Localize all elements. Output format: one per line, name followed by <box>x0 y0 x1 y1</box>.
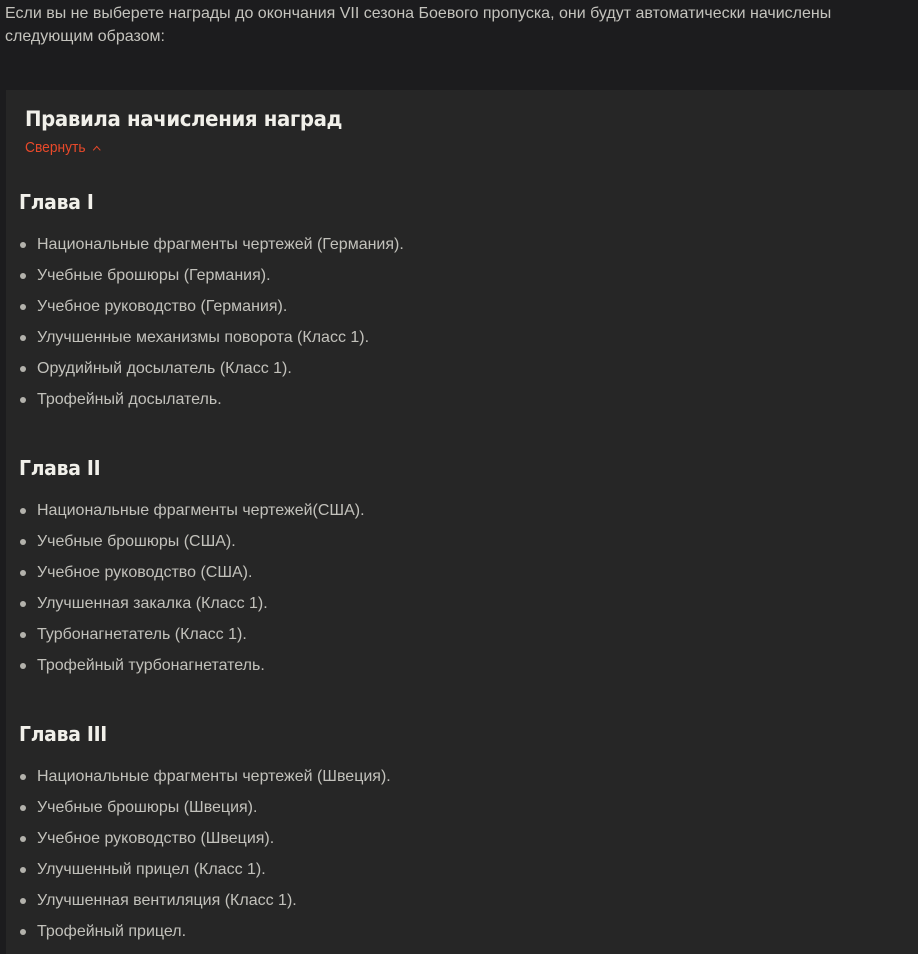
list-item <box>19 854 879 885</box>
list-item <box>19 761 879 792</box>
bullet-icon <box>20 601 26 607</box>
list-item <box>19 650 879 681</box>
bullet-icon <box>20 335 26 341</box>
bullet-icon <box>20 836 26 842</box>
list-item <box>19 619 879 650</box>
list-item-text: Учебное руководство (США). <box>37 564 253 581</box>
list-item <box>19 526 879 557</box>
list-item <box>19 588 879 619</box>
bullet-icon <box>20 273 26 279</box>
list-item-text: Турбонагнетатель (Класс 1). <box>37 626 247 643</box>
bullet-icon <box>20 508 26 514</box>
list-item-text: Трофейный прицел. <box>37 923 187 940</box>
list-item <box>19 916 879 947</box>
list-item-text: Национальные фрагменты чертежей (Швеция). <box>37 768 391 785</box>
bullet-icon <box>20 397 26 403</box>
list-item-text: Орудийный досылатель (Класс 1). <box>37 360 292 377</box>
bullet-icon <box>20 632 26 638</box>
chapter-title: Глава I <box>19 190 94 214</box>
list-item <box>19 885 879 916</box>
list-item <box>19 260 879 291</box>
list-item-text: Трофейный досылатель. <box>37 391 222 408</box>
bullet-icon <box>20 366 26 372</box>
list-item-text: Улучшенная закалка (Класс 1). <box>37 595 268 612</box>
list-item-text: Национальные фрагменты чертежей(США). <box>37 502 365 519</box>
list-item <box>19 322 879 353</box>
list-item <box>19 291 879 322</box>
list-item <box>19 823 879 854</box>
list-item-text: Учебные брошюры (США). <box>37 533 236 550</box>
list-item <box>19 495 879 526</box>
panel-title: Правила начисления наград <box>25 107 343 131</box>
collapse-label: Свернуть <box>25 139 86 156</box>
list-item <box>19 229 879 260</box>
list-item-text: Учебное руководство (Германия). <box>37 298 288 315</box>
chapter-2-reward-list <box>19 495 879 681</box>
list-item-text: Учебные брошюры (Германия). <box>37 267 271 284</box>
list-item-text: Улучшенный прицел (Класс 1). <box>37 861 266 878</box>
list-item <box>19 792 879 823</box>
bullet-icon <box>20 304 26 310</box>
bullet-icon <box>20 929 26 935</box>
collapse-button[interactable] <box>25 139 99 157</box>
chapter-2 <box>19 455 879 681</box>
chapter-title: Глава II <box>19 456 101 480</box>
list-item-text: Улучшенная вентиляция (Класс 1). <box>37 892 297 909</box>
bullet-icon <box>20 663 26 669</box>
intro-text: Если вы не выберете награды до окончания VII сезона Боевого пропуска, они будут автоматически начислены следующим образом: <box>5 5 832 45</box>
list-item <box>19 557 879 588</box>
bullet-icon <box>20 539 26 545</box>
list-item-text: Учебное руководство (Швеция). <box>37 830 275 847</box>
chevron-up-icon <box>93 146 101 154</box>
bullet-icon <box>20 898 26 904</box>
chapter-1 <box>19 189 879 415</box>
list-item-text: Учебные брошюры (Швеция). <box>37 799 258 816</box>
bullet-icon <box>20 805 26 811</box>
list-item-text: Улучшенные механизмы поворота (Класс 1). <box>37 329 370 346</box>
bullet-icon <box>20 242 26 248</box>
list-item <box>19 353 879 384</box>
chapter-title: Глава III <box>19 722 108 746</box>
list-item-text: Трофейный турбонагнетатель. <box>37 657 265 674</box>
chapter-3-reward-list <box>19 761 879 947</box>
bullet-icon <box>20 867 26 873</box>
list-item <box>19 384 879 415</box>
bullet-icon <box>20 774 26 780</box>
bullet-icon <box>20 570 26 576</box>
chapter-1-reward-list <box>19 229 879 415</box>
list-item-text: Национальные фрагменты чертежей (Германия). <box>37 236 404 253</box>
chapter-3 <box>19 721 879 947</box>
